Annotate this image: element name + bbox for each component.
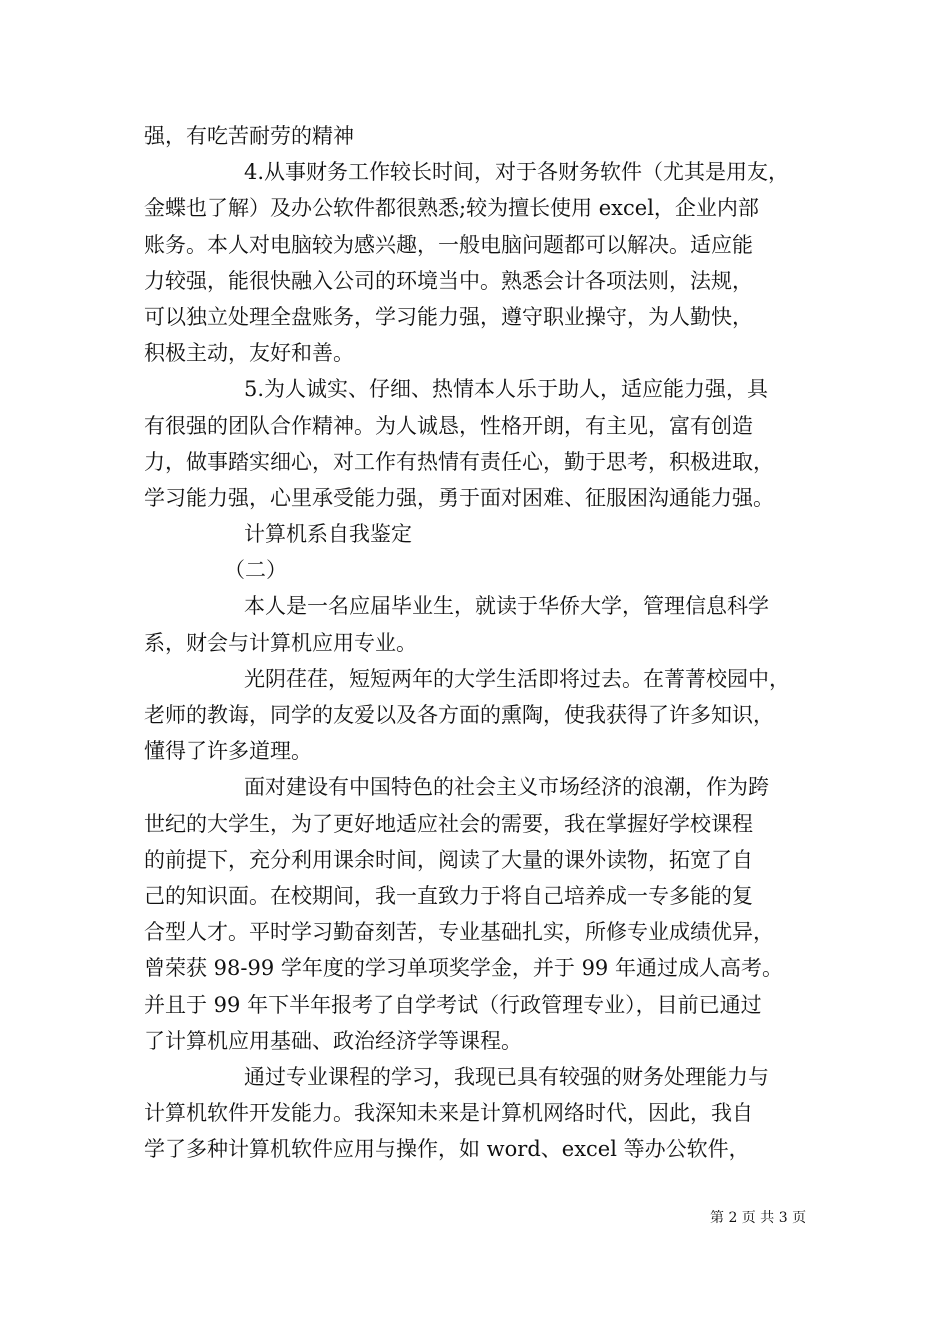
text-line: 计算机软件开发能力。我深知未来是计算机网络时代，因此，我自 [144,1101,753,1126]
text-line: 本人是一名应届毕业生，就读于华侨大学，管理信息科学 [244,594,769,619]
text-line: 的前提下，充分利用课余时间，阅读了大量的课外读物，拓宽了自 [144,847,753,872]
text-line: 学习能力强，心里承受能力强，勇于面对困难、征服困沟通能力强。 [144,485,774,510]
text-line: 合型人才。平时学习勤奋刻苦，专业基础扎实，所修专业成绩优异， [144,920,774,945]
text-line: 有很强的团队合作精神。为人诚恳，性格开朗，有主见，富有创造 [144,413,753,438]
text-line: 力，做事踏实细心，对工作有热情有责任心，勤于思考，积极进取， [144,449,774,474]
text-line: 曾荣获 98-99 学年度的学习单项奖学金，并于 99 年通过成人高考。 [144,956,783,981]
text-line: 面对建设有中国特色的社会主义市场经济的浪潮，作为跨 [244,775,769,800]
page-footer: 第 2 页 共 3 页 [710,1210,807,1226]
text-line: 金蝶也了解）及办公软件都很熟悉;较为擅长使用 excel，企业内部 [144,196,759,221]
text-line: 账务。本人对电脑较为感兴趣，一般电脑问题都可以解决。适应能 [144,232,753,257]
text-line: 系，财会与计算机应用专业。 [144,630,417,655]
text-line: 力较强，能很快融入公司的环境当中。熟悉会计各项法则，法规， [144,268,753,293]
text-line: 老师的教诲，同学的友爱以及各方面的熏陶，使我获得了许多知识， [144,703,774,727]
text-line: 学了多种计算机软件应用与操作，如 word、excel 等办公软件， [144,1137,750,1162]
document-body [144,118,816,1167]
text-line: 了计算机应用基础、政治经济学等课程。 [144,1028,522,1053]
text-line: 并且于 99 年下半年报考了自学考试（行政管理专业），目前已通过 [144,992,762,1017]
text-line: 5.为人诚实、仔细、热情本人乐于助人，适应能力强，具 [244,377,769,402]
text-line: 己的知识面。在校期间，我一直致力于将自己培养成一专多能的复 [144,883,753,908]
text-line: 光阴荏荏，短短两年的大学生活即将过去。在菁菁校园中， [244,666,790,691]
text-line: 世纪的大学生，为了更好地适应社会的需要，我在掌握好学校课程 [144,811,753,836]
text-line: 积极主动，友好和善。 [144,341,354,366]
section-number: （二） [224,558,287,583]
text-line: 可以独立处理全盘账务，学习能力强，遵守职业操守，为人勤快， [144,304,753,329]
text-line: 4.从事财务工作较长时间，对于各财务软件（尤其是用友， [244,160,790,185]
text-line: 懂得了许多道理。 [144,739,312,764]
text-line: 强，有吃苦耐劳的精神 [144,124,354,148]
text-line: 通过专业课程的学习，我现已具有较强的财务处理能力与 [244,1064,769,1089]
section-heading: 计算机系自我鉴定 [244,522,412,547]
